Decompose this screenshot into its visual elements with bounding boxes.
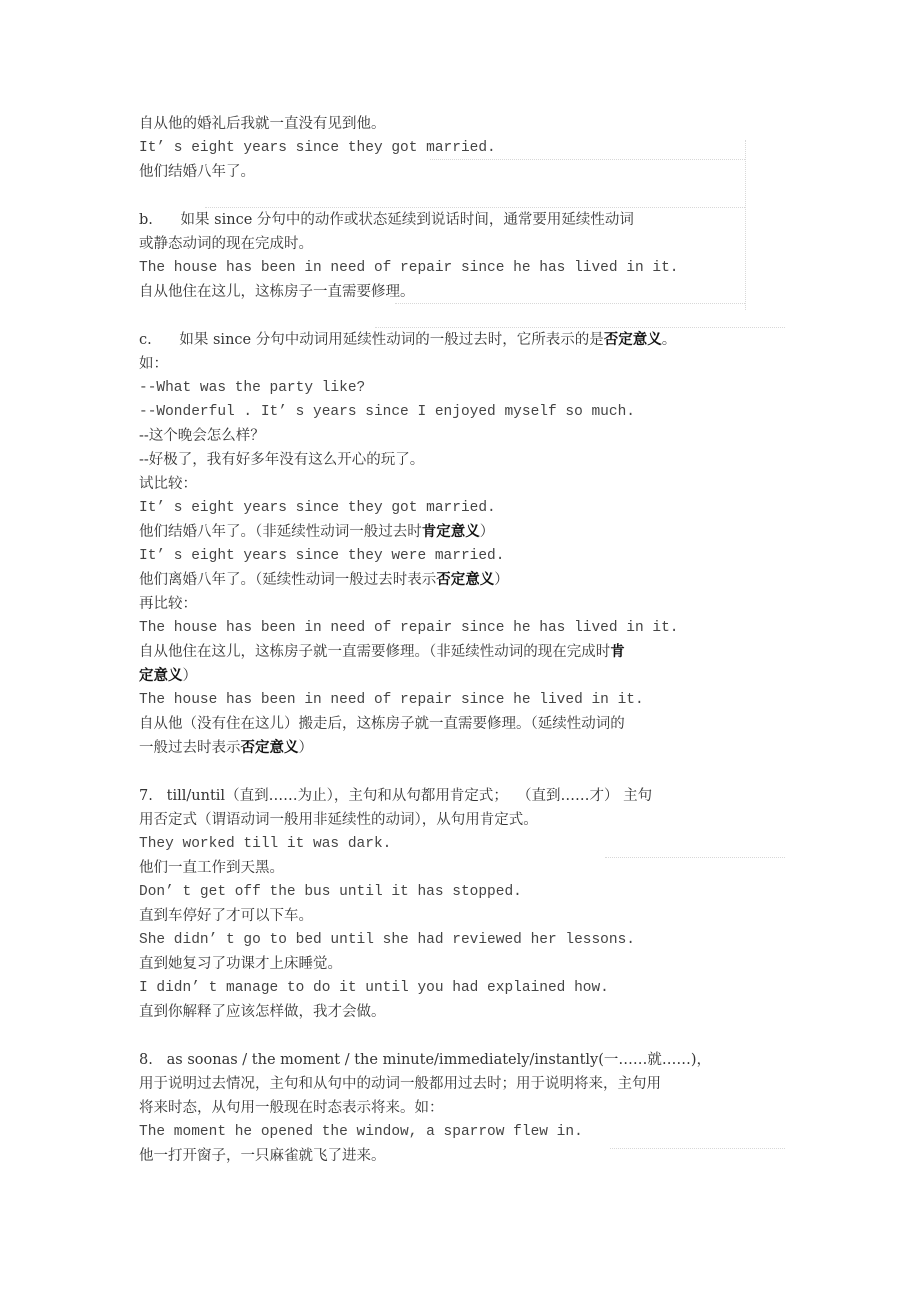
chinese-text-line (139, 904, 313, 928)
text-segment: 。 (661, 332, 677, 348)
text-segment: --What was the party like? (139, 380, 366, 396)
chinese-text-line (139, 472, 197, 496)
chinese-text-line (139, 664, 197, 688)
text-segment: Don’ t get off the bus until it has stopped. (139, 884, 522, 900)
chinese-text-line (139, 328, 676, 352)
chinese-text-line (139, 712, 625, 736)
chinese-text-line (139, 1000, 386, 1024)
chinese-text-line (139, 112, 386, 136)
text-segment: 将来时态，从句用一般现在时态表示将来。如： (139, 1100, 444, 1116)
emphasis-text: 否定意义 (436, 571, 495, 588)
chinese-text-line (139, 1096, 444, 1120)
english-example-line (139, 400, 635, 424)
chinese-text-line (139, 784, 652, 808)
english-example-line (139, 928, 635, 952)
text-segment: 一般过去时表示 (139, 740, 241, 756)
text-segment: b. 如果 since 分句中的动作或状态延续到说话时间，通常要用延续性动词 (139, 212, 634, 228)
chinese-text-line (139, 352, 168, 376)
chinese-text-line (139, 808, 538, 832)
text-segment: She didn’ t go to bed until she had reviewed her lessons. (139, 932, 635, 948)
text-segment: 他们结婚八年了。（非延续性动词一般过去时 (139, 524, 422, 540)
chinese-text-line (139, 1048, 711, 1072)
english-example-line (139, 688, 644, 712)
text-segment: ） (494, 572, 509, 588)
text-segment: 或静态动词的现在完成时。 (139, 236, 313, 252)
text-segment: 试比较： (139, 476, 197, 492)
chinese-text-line (139, 448, 424, 472)
text-segment: 他一打开窗子，一只麻雀就飞了进来。 (139, 1148, 386, 1164)
chinese-text-line (139, 952, 342, 976)
english-example-line (139, 976, 609, 1000)
english-example-line (139, 832, 391, 856)
english-example-line (139, 616, 679, 640)
text-segment: 用于说明过去情况，主句和从句中的动词一般都用过去时；用于说明将来，主句用 (139, 1076, 661, 1092)
chinese-text-line (139, 280, 415, 304)
text-segment: I didn’ t manage to do it until you had explained how. (139, 980, 609, 996)
chinese-text-line (139, 592, 197, 616)
text-segment: 再比较： (139, 596, 197, 612)
text-segment: 用否定式（谓语动词一般用非延续性的动词），从句用肯定式。 (139, 812, 538, 828)
dotted-guide (745, 140, 746, 310)
chinese-text-line (139, 520, 494, 544)
dotted-guide (205, 207, 745, 208)
english-example-line (139, 256, 679, 280)
text-segment: The house has been in need of repair since he has lived in it. (139, 620, 679, 636)
text-segment: ） (182, 668, 197, 684)
text-segment: 他们结婚八年了。 (139, 164, 255, 180)
english-example-line (139, 376, 365, 400)
text-segment: The moment he opened the window, a sparrow flew in. (139, 1124, 583, 1140)
emphasis-text: 定意义 (139, 667, 183, 684)
text-segment: ） (298, 740, 313, 756)
chinese-text-line (139, 208, 634, 232)
text-segment: --这个晚会怎么样？ (139, 428, 265, 444)
text-segment: 8. as soonas / the moment / the minute/immediately/instantly(一……就……)， (139, 1052, 712, 1068)
text-segment: It’ s eight years since they got married. (139, 140, 496, 156)
text-segment: 自从他住在这儿，这栋房子一直需要修理。 (139, 284, 415, 300)
dotted-guide (375, 327, 785, 328)
text-segment: 自从他的婚礼后我就一直没有见到他。 (139, 116, 386, 132)
text-segment: 自从他（没有住在这儿）搬走后，这栋房子就一直需要修理。（延续性动词的 (139, 716, 625, 732)
chinese-text-line (139, 856, 284, 880)
text-segment: 自从他住在这儿，这栋房子就一直需要修理。（非延续性动词的现在完成时 (139, 644, 611, 660)
text-segment: --Wonderful . It’ s years since I enjoyed myself so much. (139, 404, 635, 420)
text-segment: c. 如果 since 分句中动词用延续性动词的一般过去时，它所表示的是 (139, 332, 604, 348)
chinese-text-line (139, 568, 509, 592)
chinese-text-line (139, 424, 265, 448)
emphasis-text: 否定意义 (240, 739, 299, 756)
text-segment: It’ s eight years since they were married. (139, 548, 505, 564)
text-segment: The house has been in need of repair since he lived in it. (139, 692, 644, 708)
chinese-text-line (139, 160, 255, 184)
text-segment: They worked till it was dark. (139, 836, 392, 852)
text-segment: The house has been in need of repair since he has lived in it. (139, 260, 679, 276)
english-example-line (139, 880, 522, 904)
dotted-guide (605, 857, 785, 858)
text-segment: 7. till/until（直到……为止），主句和从句都用肯定式； （直到……才） 主句 (139, 788, 653, 804)
chinese-text-line (139, 1072, 661, 1096)
emphasis-text: 否定意义 (603, 331, 662, 348)
chinese-text-line (139, 1144, 386, 1168)
emphasis-text: 肯 (610, 643, 625, 660)
text-segment: It’ s eight years since they got married. (139, 500, 496, 516)
text-segment: ） (479, 524, 495, 540)
english-example-line (139, 496, 496, 520)
chinese-text-line (139, 640, 625, 664)
english-example-line (139, 136, 496, 160)
dotted-guide (610, 1148, 785, 1149)
text-segment: --好极了，我有好多年没有这么开心的玩了。 (139, 452, 425, 468)
text-segment: 他们离婚八年了。（延续性动词一般过去时表示 (139, 572, 437, 588)
chinese-text-line (139, 736, 313, 760)
dotted-guide (395, 303, 745, 304)
chinese-text-line (139, 232, 313, 256)
english-example-line (139, 544, 504, 568)
text-segment: 直到你解释了应该怎样做，我才会做。 (139, 1004, 386, 1020)
dotted-guide (430, 159, 745, 160)
text-segment: 直到她复习了功课才上床睡觉。 (139, 956, 342, 972)
emphasis-text: 肯定意义 (421, 523, 480, 540)
text-segment: 如： (139, 356, 168, 372)
text-segment: 直到车停好了才可以下车。 (139, 908, 313, 924)
text-segment: 他们一直工作到天黑。 (139, 860, 284, 876)
english-example-line (139, 1120, 583, 1144)
